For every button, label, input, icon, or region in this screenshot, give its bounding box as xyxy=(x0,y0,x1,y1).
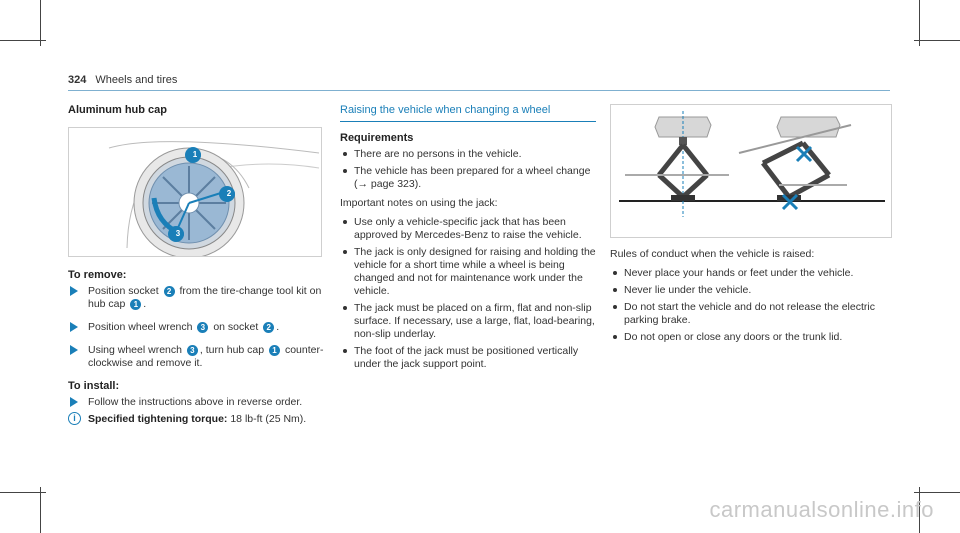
info-icon: i xyxy=(68,412,81,425)
jack-illustration xyxy=(611,105,892,238)
step-text: Follow the instructions above in reverse order. xyxy=(88,396,303,408)
section-title: Wheels and tires xyxy=(95,74,178,86)
callout-badge: 2 xyxy=(164,286,175,297)
list-item: The foot of the jack must be positioned vertically under the jack support point. xyxy=(340,345,596,371)
step-text: . xyxy=(276,321,280,333)
step-arrow-icon xyxy=(70,286,78,296)
callout-badge: 3 xyxy=(197,322,208,333)
requirements-list xyxy=(340,148,596,191)
hub-cap-figure xyxy=(68,127,322,257)
list-item: The vehicle has been prepared for a wheel change (→ page 323). xyxy=(340,165,596,191)
page-header xyxy=(68,74,177,86)
crop-mark xyxy=(0,40,46,41)
torque-label: Specified tightening torque: xyxy=(88,413,228,425)
callout-2: 2 xyxy=(223,188,235,200)
jack-notes-intro: Important notes on using the jack: xyxy=(340,197,498,209)
step-arrow-icon xyxy=(70,322,78,332)
callout-1: 1 xyxy=(189,149,201,161)
list-item: There are no persons in the vehicle. xyxy=(340,148,596,161)
requirements-heading: Requirements xyxy=(340,132,414,144)
step-text: . xyxy=(143,298,147,310)
step-arrow-icon xyxy=(70,397,78,407)
wheel-illustration xyxy=(69,128,322,257)
crop-mark xyxy=(0,492,46,493)
page-number: 324 xyxy=(68,74,87,86)
column-hub-cap xyxy=(68,104,324,426)
install-step xyxy=(68,396,324,409)
list-item: Never place your hands or feet under the vehicle. xyxy=(610,267,892,280)
watermark: carmanualsonline.info xyxy=(709,497,934,522)
list-item: Do not open or close any doors or the trunk lid. xyxy=(610,331,892,344)
step-text: counter-clockwise and remove it. xyxy=(88,344,324,369)
hub-cap-title: Aluminum hub cap xyxy=(68,104,167,116)
install-heading: To install: xyxy=(68,380,120,392)
jack-figure xyxy=(610,104,892,238)
step-text: Using wheel wrench xyxy=(88,344,182,356)
step-text: on socket xyxy=(213,321,259,333)
column-raising xyxy=(340,104,596,377)
list-item: Use only a vehicle-specific jack that has been approved by Mercedes-Benz to raise the vehicle. xyxy=(340,216,596,242)
list-item: The jack is only designed for raising and holding the vehicle for a short time while a wheel is being changed and not for maintenance work under the vehicle. xyxy=(340,246,596,298)
header-rule xyxy=(68,90,890,91)
rules-intro: Rules of conduct when the vehicle is raised: xyxy=(610,248,815,260)
callout-badge: 3 xyxy=(187,345,198,356)
callout-badge: 2 xyxy=(263,322,274,333)
callout-badge: 1 xyxy=(130,299,141,310)
crop-mark xyxy=(40,487,41,533)
step-text: Position wheel wrench xyxy=(88,321,193,333)
crop-mark xyxy=(914,492,960,493)
list-item: The jack must be placed on a firm, flat and non-slip surface. If necessary, use a large, flat, load-bearing, non-slip underlay. xyxy=(340,302,596,341)
list-item: Never lie under the vehicle. xyxy=(610,284,892,297)
raising-title: Raising the vehicle when changing a wheel xyxy=(340,104,551,116)
step-arrow-icon xyxy=(70,345,78,355)
crop-mark xyxy=(914,40,960,41)
remove-heading: To remove: xyxy=(68,269,127,281)
step-text: Position socket xyxy=(88,285,159,297)
step-text: from the tire-change tool kit on hub cap xyxy=(88,285,322,310)
rules-list xyxy=(610,267,892,344)
remove-step-3 xyxy=(68,344,324,370)
remove-step-1 xyxy=(68,285,324,311)
column-rules xyxy=(610,104,892,350)
torque-note xyxy=(68,413,324,426)
title-underline xyxy=(340,121,596,122)
callout-3: 3 xyxy=(172,228,184,240)
list-item: Do not start the vehicle and do not release the electric parking brake. xyxy=(610,301,892,327)
step-text: , turn hub cap xyxy=(199,344,265,356)
torque-value: 18 lb-ft (25 Nm). xyxy=(230,413,307,425)
remove-step-2 xyxy=(68,321,324,334)
jack-notes-list xyxy=(340,216,596,371)
callout-badge: 1 xyxy=(269,345,280,356)
